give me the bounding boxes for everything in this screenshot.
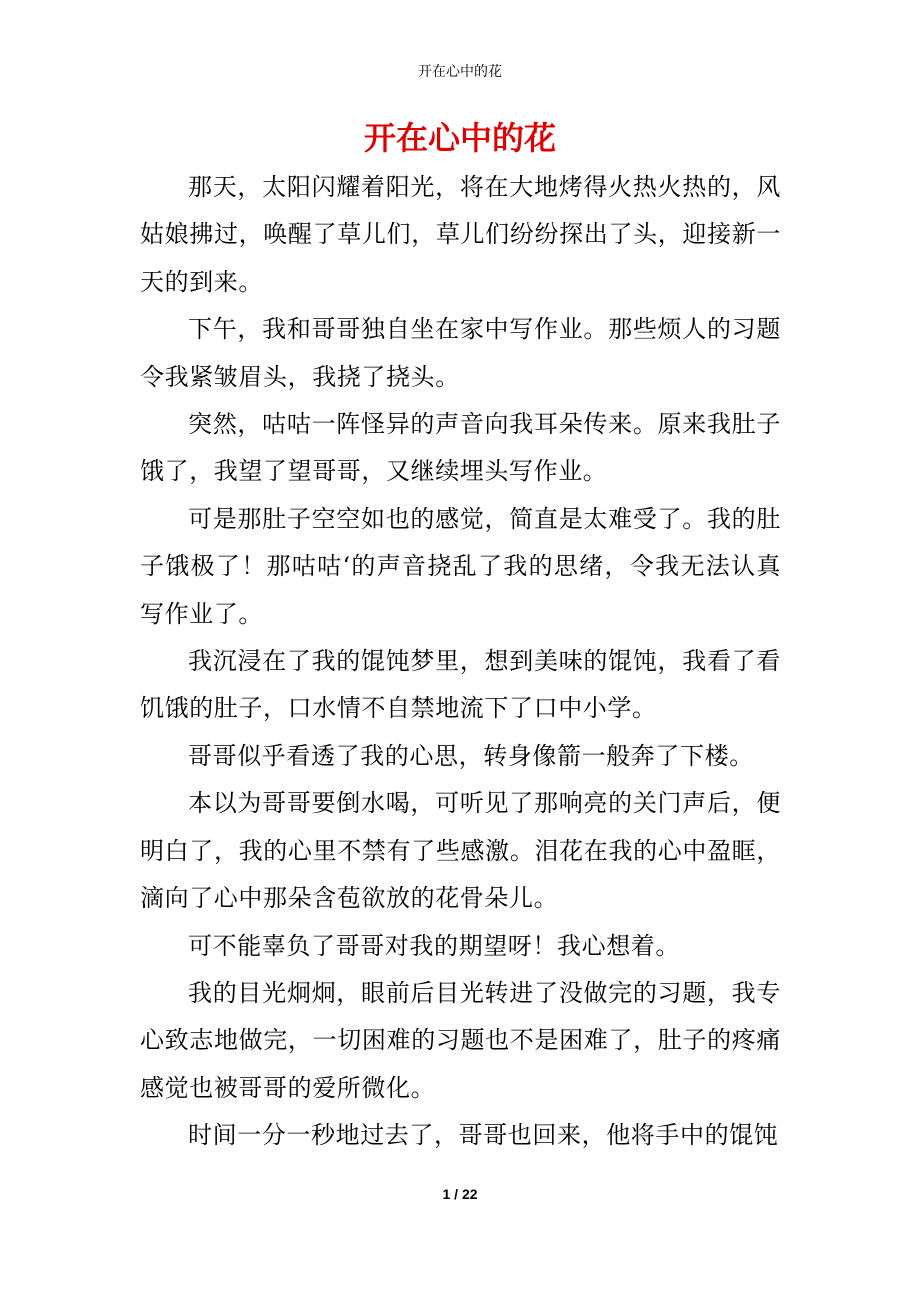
paragraph: 那天，太阳闪耀着阳光，将在大地烤得火热火热的，风姑娘拂过，唤醒了草儿们，草儿们纷纷探出了头，迎接新一天的到来。 (140, 173, 781, 296)
paragraph: 突然，咕咕一阵怪异的声音向我耳朵传来。原来我肚子饿了，我望了望哥哥，又继续埋头写作业。 (140, 410, 781, 486)
paragraph: 可不能辜负了哥哥对我的期望呀！我心想着。 (188, 931, 680, 960)
paragraph: 可是那肚子空空如也的感觉，简直是太难受了。我的肚子饿极了！那咕咕‘的声音挠乱了我的思绪，令我无法认真写作业了。 (140, 504, 781, 628)
paragraph: 本以为哥哥要倒水喝，可听见了那响亮的关门声后，便明白了，我的心里不禁有了些感激。泪花在我的心中盈眶，滴向了心中那朵含苞欲放的花骨朵儿。 (140, 789, 781, 913)
paragraph: 我的目光炯炯，眼前后目光转进了没做完的习题，我专心致志地做完，一切困难的习题也不是困难了，肚子的疼痛感觉也被哥哥的爱所微化。 (140, 978, 781, 1102)
paragraph: 下午，我和哥哥独自坐在家中写作业。那些烦人的习题令我紧皱眉头，我挠了挠头。 (140, 315, 781, 391)
running-header: 开在心中的花 (418, 64, 502, 80)
page-number: 1 / 22 (442, 1186, 478, 1202)
document-title: 开在心中的花 (363, 119, 556, 157)
paragraph: 我沉浸在了我的馄饨梦里，想到美味的馄饨，我看了看饥饿的肚子，口水情不自禁地流下了口中小学。 (140, 647, 781, 723)
document-body (140, 164, 781, 1160)
paragraph: 哥哥似乎看透了我的心思，转身像箭一般奔了下楼。 (188, 741, 754, 770)
paragraph: 时间一分一秒地过去了，哥哥也回来，他将手中的馄饨 (188, 1121, 779, 1150)
